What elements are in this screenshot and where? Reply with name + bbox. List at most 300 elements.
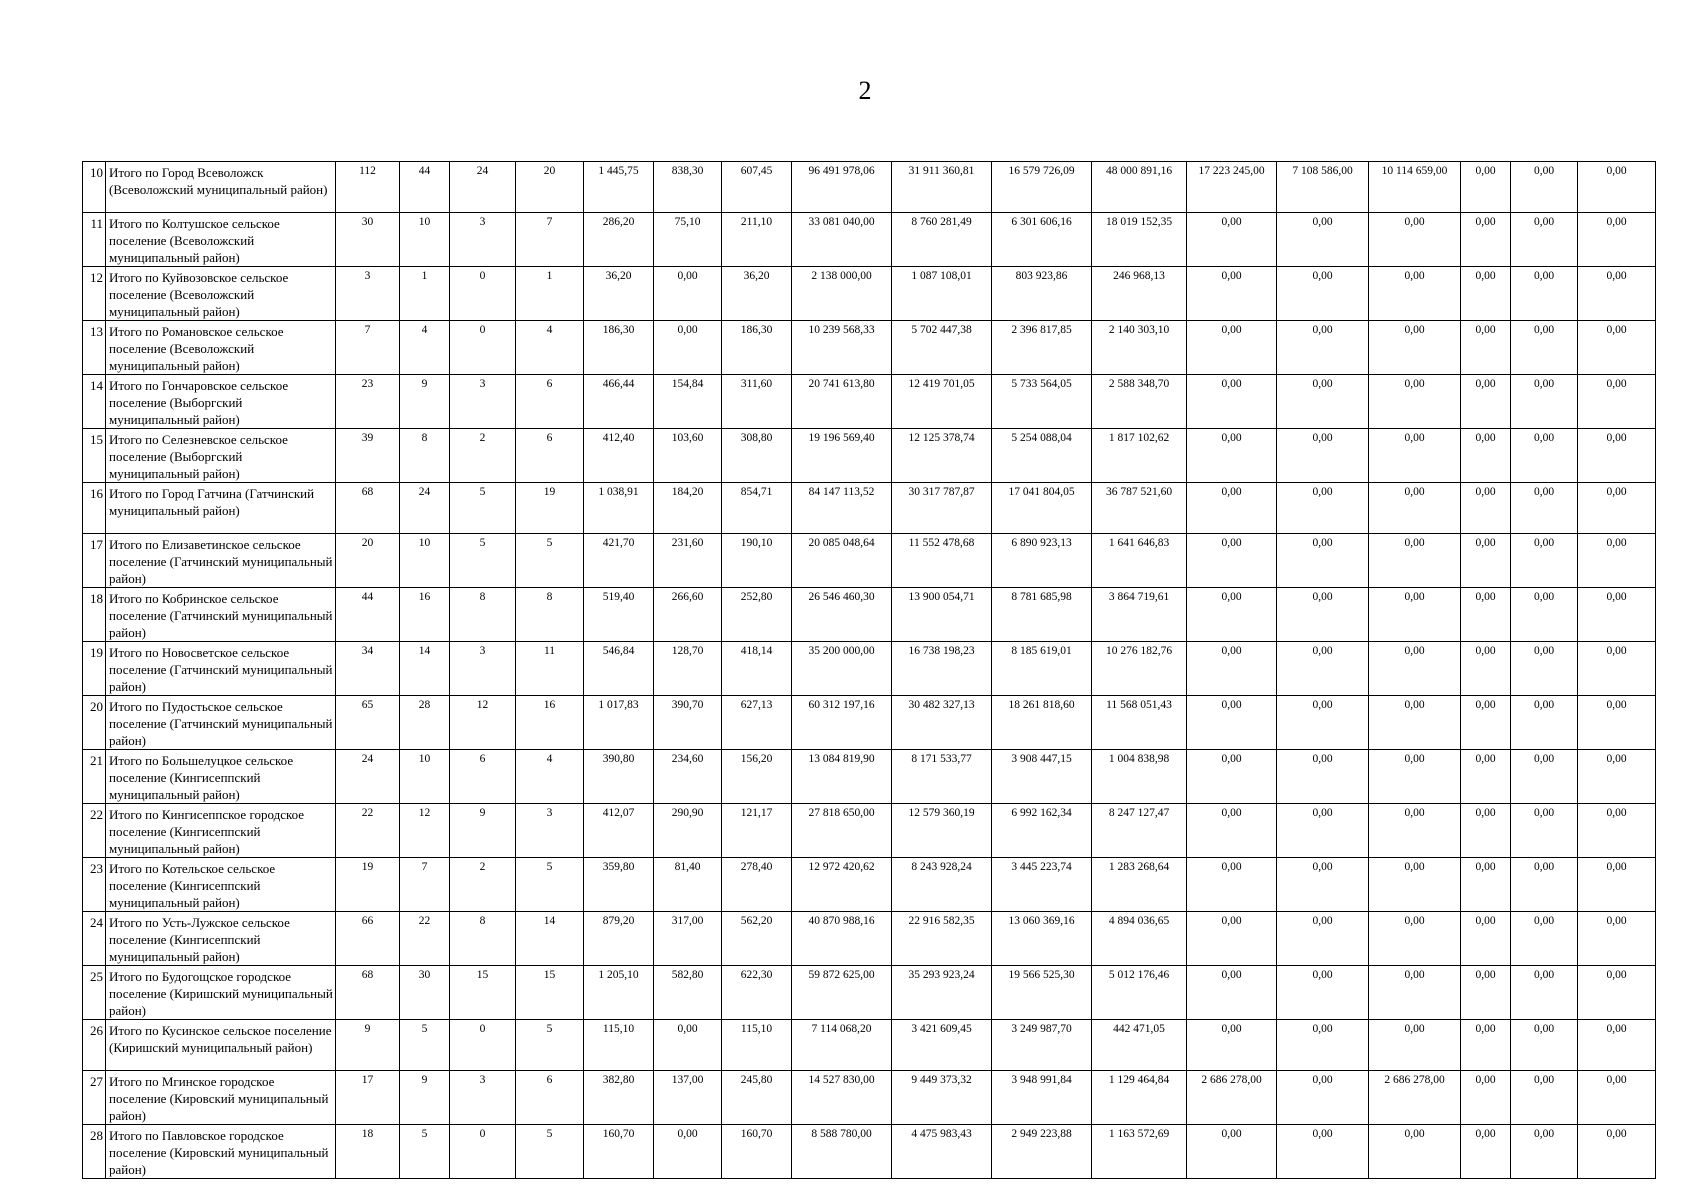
table-cell: 11 bbox=[516, 642, 584, 696]
table-cell: 0,00 bbox=[1277, 429, 1369, 483]
table-cell: 0,00 bbox=[1369, 912, 1461, 966]
table-cell: 0,00 bbox=[1578, 1071, 1656, 1125]
table-cell: 15 bbox=[516, 966, 584, 1020]
table-cell: 0,00 bbox=[1511, 1125, 1578, 1179]
table-cell: 2 588 348,70 bbox=[1092, 375, 1187, 429]
table-cell: 879,20 bbox=[584, 912, 654, 966]
table-cell: 66 bbox=[336, 912, 400, 966]
table-cell: 27 818 650,00 bbox=[792, 804, 892, 858]
table-cell: 10 bbox=[400, 534, 450, 588]
table-cell: 0,00 bbox=[1277, 213, 1369, 267]
table-cell: 0,00 bbox=[654, 1020, 722, 1071]
table-cell: 128,70 bbox=[654, 642, 722, 696]
table-cell: 0,00 bbox=[1511, 750, 1578, 804]
table-cell: 412,07 bbox=[584, 804, 654, 858]
table-cell: 3 948 991,84 bbox=[992, 1071, 1092, 1125]
table-cell: 0,00 bbox=[1578, 213, 1656, 267]
table-cell: 30 bbox=[336, 213, 400, 267]
table-cell: 0,00 bbox=[1277, 912, 1369, 966]
table-cell: 121,17 bbox=[722, 804, 792, 858]
table-cell: 382,80 bbox=[584, 1071, 654, 1125]
table-cell: 12 bbox=[450, 696, 516, 750]
table-cell: 3 908 447,15 bbox=[992, 750, 1092, 804]
table-cell: 0,00 bbox=[1578, 1125, 1656, 1179]
table-cell: 0,00 bbox=[1511, 912, 1578, 966]
table-cell: 137,00 bbox=[654, 1071, 722, 1125]
table-cell: 0,00 bbox=[1369, 321, 1461, 375]
table-cell: 0,00 bbox=[1578, 429, 1656, 483]
table-cell: 0,00 bbox=[1578, 696, 1656, 750]
table-cell: 0 bbox=[450, 267, 516, 321]
table-cell: 0,00 bbox=[1511, 588, 1578, 642]
table-cell: 3 bbox=[450, 375, 516, 429]
row-name: Итого по Новосветское сельское поселение (Гатчинский муниципальный район) bbox=[106, 642, 336, 696]
table-cell: 16 bbox=[516, 696, 584, 750]
table-cell: 0,00 bbox=[1578, 375, 1656, 429]
table-cell: 0,00 bbox=[1511, 1020, 1578, 1071]
table-cell: 308,80 bbox=[722, 429, 792, 483]
row-number: 25 bbox=[83, 966, 106, 1020]
table-cell: 39 bbox=[336, 429, 400, 483]
table-cell: 2 949 223,88 bbox=[992, 1125, 1092, 1179]
table-cell: 115,10 bbox=[584, 1020, 654, 1071]
row-name: Итого по Кобринское сельское поселение (Гатчинский муниципальный район) bbox=[106, 588, 336, 642]
table-cell: 34 bbox=[336, 642, 400, 696]
table-cell: 0,00 bbox=[1277, 375, 1369, 429]
row-name: Итого по Романовское сельское поселение (Всеволожский муниципальный район) bbox=[106, 321, 336, 375]
table-cell: 5 254 088,04 bbox=[992, 429, 1092, 483]
table-cell: 8 247 127,47 bbox=[1092, 804, 1187, 858]
table-row bbox=[83, 858, 1656, 912]
table-cell: 17 bbox=[336, 1071, 400, 1125]
table-cell: 3 bbox=[450, 213, 516, 267]
table-cell: 286,20 bbox=[584, 213, 654, 267]
table-cell: 3 864 719,61 bbox=[1092, 588, 1187, 642]
table-cell: 16 738 198,23 bbox=[892, 642, 992, 696]
table-cell: 246 968,13 bbox=[1092, 267, 1187, 321]
table-cell: 13 060 369,16 bbox=[992, 912, 1092, 966]
row-number: 11 bbox=[83, 213, 106, 267]
table-cell: 5 733 564,05 bbox=[992, 375, 1092, 429]
table-cell: 3 bbox=[516, 804, 584, 858]
table-cell: 186,30 bbox=[584, 321, 654, 375]
table-cell: 7 114 068,20 bbox=[792, 1020, 892, 1071]
table-row bbox=[83, 321, 1656, 375]
table-cell: 0,00 bbox=[1187, 213, 1277, 267]
row-name: Итого по Гончаровское сельское поселение (Выборгский муниципальный район) bbox=[106, 375, 336, 429]
table-cell: 0,00 bbox=[1461, 534, 1511, 588]
table-cell: 3 445 223,74 bbox=[992, 858, 1092, 912]
table-cell: 0,00 bbox=[1461, 912, 1511, 966]
table-cell: 2 138 000,00 bbox=[792, 267, 892, 321]
table-cell: 0,00 bbox=[1277, 858, 1369, 912]
table-cell: 0,00 bbox=[1578, 804, 1656, 858]
table-cell: 0,00 bbox=[1511, 966, 1578, 1020]
table-cell: 48 000 891,16 bbox=[1092, 162, 1187, 213]
row-number: 12 bbox=[83, 267, 106, 321]
table-cell: 35 200 000,00 bbox=[792, 642, 892, 696]
table-cell: 0,00 bbox=[1277, 696, 1369, 750]
table-cell: 0,00 bbox=[1369, 966, 1461, 1020]
table-cell: 103,60 bbox=[654, 429, 722, 483]
table-cell: 0,00 bbox=[1578, 750, 1656, 804]
table-cell: 0,00 bbox=[1277, 483, 1369, 534]
table-cell: 1 445,75 bbox=[584, 162, 654, 213]
row-name: Итого по Мгинское городское поселение (Кировский муниципальный район) bbox=[106, 1071, 336, 1125]
table-row bbox=[83, 966, 1656, 1020]
table-cell: 0,00 bbox=[1277, 1125, 1369, 1179]
table-cell: 0 bbox=[450, 321, 516, 375]
table-cell: 12 579 360,19 bbox=[892, 804, 992, 858]
table-cell: 23 bbox=[336, 375, 400, 429]
row-number: 17 bbox=[83, 534, 106, 588]
row-number: 28 bbox=[83, 1125, 106, 1179]
table-cell: 30 bbox=[400, 966, 450, 1020]
table-cell: 0,00 bbox=[1187, 588, 1277, 642]
table-cell: 0,00 bbox=[1578, 588, 1656, 642]
table-row bbox=[83, 162, 1656, 213]
table-cell: 0,00 bbox=[1277, 804, 1369, 858]
table-cell: 6 992 162,34 bbox=[992, 804, 1092, 858]
table-cell: 5 bbox=[400, 1125, 450, 1179]
table-cell: 1 283 268,64 bbox=[1092, 858, 1187, 912]
table-cell: 8 588 780,00 bbox=[792, 1125, 892, 1179]
table-cell: 12 419 701,05 bbox=[892, 375, 992, 429]
table-cell: 31 911 360,81 bbox=[892, 162, 992, 213]
table-cell: 59 872 625,00 bbox=[792, 966, 892, 1020]
table-cell: 0,00 bbox=[1277, 321, 1369, 375]
table-cell: 11 568 051,43 bbox=[1092, 696, 1187, 750]
table-cell: 0,00 bbox=[1369, 534, 1461, 588]
table-cell: 1 bbox=[400, 267, 450, 321]
table-cell: 20 085 048,64 bbox=[792, 534, 892, 588]
table-cell: 160,70 bbox=[722, 1125, 792, 1179]
table-cell: 8 781 685,98 bbox=[992, 588, 1092, 642]
table-cell: 20 bbox=[336, 534, 400, 588]
table-cell: 0,00 bbox=[1277, 1071, 1369, 1125]
table-cell: 838,30 bbox=[654, 162, 722, 213]
table-cell: 627,13 bbox=[722, 696, 792, 750]
row-name: Итого по Город Всеволожск (Всеволожский муниципальный район) bbox=[106, 162, 336, 213]
table-cell: 5 bbox=[400, 1020, 450, 1071]
table-cell: 24 bbox=[336, 750, 400, 804]
table-cell: 0,00 bbox=[1461, 1125, 1511, 1179]
table-cell: 466,44 bbox=[584, 375, 654, 429]
table-cell: 3 421 609,45 bbox=[892, 1020, 992, 1071]
table-cell: 4 bbox=[516, 321, 584, 375]
table-cell: 359,80 bbox=[584, 858, 654, 912]
table-cell: 10 276 182,76 bbox=[1092, 642, 1187, 696]
table-cell: 211,10 bbox=[722, 213, 792, 267]
table-cell: 24 bbox=[450, 162, 516, 213]
table-cell: 12 125 378,74 bbox=[892, 429, 992, 483]
row-number: 14 bbox=[83, 375, 106, 429]
table-cell: 5 bbox=[516, 1020, 584, 1071]
table-cell: 0,00 bbox=[1187, 750, 1277, 804]
table-cell: 622,30 bbox=[722, 966, 792, 1020]
table-row bbox=[83, 642, 1656, 696]
table-cell: 0,00 bbox=[1187, 858, 1277, 912]
table-cell: 0,00 bbox=[1187, 696, 1277, 750]
table-cell: 1 205,10 bbox=[584, 966, 654, 1020]
table-cell: 0,00 bbox=[1511, 804, 1578, 858]
table-cell: 8 bbox=[400, 429, 450, 483]
table-cell: 442 471,05 bbox=[1092, 1020, 1187, 1071]
table-cell: 40 870 988,16 bbox=[792, 912, 892, 966]
table-cell: 1 641 646,83 bbox=[1092, 534, 1187, 588]
table-cell: 0,00 bbox=[1511, 534, 1578, 588]
table-cell: 24 bbox=[400, 483, 450, 534]
table-cell: 28 bbox=[400, 696, 450, 750]
table-cell: 0,00 bbox=[1511, 1071, 1578, 1125]
table-cell: 0,00 bbox=[1187, 375, 1277, 429]
row-name: Итого по Пудостьское сельское поселение (Гатчинский муниципальный район) bbox=[106, 696, 336, 750]
table-cell: 19 566 525,30 bbox=[992, 966, 1092, 1020]
table-cell: 13 900 054,71 bbox=[892, 588, 992, 642]
table-cell: 0,00 bbox=[1277, 267, 1369, 321]
table-cell: 68 bbox=[336, 483, 400, 534]
table-cell: 81,40 bbox=[654, 858, 722, 912]
row-number: 15 bbox=[83, 429, 106, 483]
table-cell: 546,84 bbox=[584, 642, 654, 696]
table-cell: 0,00 bbox=[1461, 588, 1511, 642]
table-cell: 7 bbox=[336, 321, 400, 375]
table-cell: 0,00 bbox=[1369, 858, 1461, 912]
table-cell: 0,00 bbox=[1277, 588, 1369, 642]
table-cell: 0,00 bbox=[1277, 642, 1369, 696]
table-cell: 7 108 586,00 bbox=[1277, 162, 1369, 213]
table-cell: 8 760 281,49 bbox=[892, 213, 992, 267]
table-row bbox=[83, 1020, 1656, 1071]
table-cell: 311,60 bbox=[722, 375, 792, 429]
table-cell: 2 686 278,00 bbox=[1369, 1071, 1461, 1125]
table-cell: 9 bbox=[400, 1071, 450, 1125]
table-cell: 0,00 bbox=[1277, 1020, 1369, 1071]
table-cell: 266,60 bbox=[654, 588, 722, 642]
row-name: Итого по Елизаветинское сельское поселение (Гатчинский муниципальный район) bbox=[106, 534, 336, 588]
table-cell: 412,40 bbox=[584, 429, 654, 483]
table-cell: 36,20 bbox=[722, 267, 792, 321]
table-cell: 0,00 bbox=[1369, 1125, 1461, 1179]
row-number: 19 bbox=[83, 642, 106, 696]
row-name: Итого по Павловское городское поселение (Кировский муниципальный район) bbox=[106, 1125, 336, 1179]
table-cell: 2 bbox=[450, 429, 516, 483]
table-row bbox=[83, 375, 1656, 429]
table-cell: 0,00 bbox=[1461, 429, 1511, 483]
table-cell: 6 bbox=[516, 375, 584, 429]
row-number: 21 bbox=[83, 750, 106, 804]
table-cell: 3 249 987,70 bbox=[992, 1020, 1092, 1071]
table-cell: 0,00 bbox=[1511, 429, 1578, 483]
table-row bbox=[83, 429, 1656, 483]
table-cell: 5 bbox=[516, 858, 584, 912]
row-number: 18 bbox=[83, 588, 106, 642]
table-cell: 0,00 bbox=[1461, 1071, 1511, 1125]
table-cell: 84 147 113,52 bbox=[792, 483, 892, 534]
row-number: 27 bbox=[83, 1071, 106, 1125]
table-cell: 186,30 bbox=[722, 321, 792, 375]
table-row bbox=[83, 696, 1656, 750]
table-cell: 5 bbox=[450, 483, 516, 534]
table-cell: 0,00 bbox=[1187, 912, 1277, 966]
table-cell: 2 396 817,85 bbox=[992, 321, 1092, 375]
table-cell: 156,20 bbox=[722, 750, 792, 804]
table-cell: 0,00 bbox=[1461, 321, 1511, 375]
table-cell: 0,00 bbox=[1511, 642, 1578, 696]
table-cell: 33 081 040,00 bbox=[792, 213, 892, 267]
table-cell: 4 894 036,65 bbox=[1092, 912, 1187, 966]
table-cell: 14 bbox=[516, 912, 584, 966]
table-cell: 18 019 152,35 bbox=[1092, 213, 1187, 267]
table-cell: 0,00 bbox=[1578, 858, 1656, 912]
table-cell: 0,00 bbox=[1187, 1125, 1277, 1179]
table-cell: 20 bbox=[516, 162, 584, 213]
table-cell: 6 890 923,13 bbox=[992, 534, 1092, 588]
table-cell: 0,00 bbox=[1511, 483, 1578, 534]
row-name: Итого по Колтушское сельское поселение (Всеволожский муниципальный район) bbox=[106, 213, 336, 267]
table-row bbox=[83, 588, 1656, 642]
table-cell: 1 129 464,84 bbox=[1092, 1071, 1187, 1125]
table-cell: 3 bbox=[450, 1071, 516, 1125]
table-cell: 9 bbox=[400, 375, 450, 429]
table-cell: 6 bbox=[516, 429, 584, 483]
table-cell: 0,00 bbox=[1187, 804, 1277, 858]
table-cell: 20 741 613,80 bbox=[792, 375, 892, 429]
table-cell: 0,00 bbox=[1511, 858, 1578, 912]
table-row bbox=[83, 534, 1656, 588]
table-cell: 11 552 478,68 bbox=[892, 534, 992, 588]
table-cell: 0,00 bbox=[1578, 966, 1656, 1020]
table-cell: 562,20 bbox=[722, 912, 792, 966]
table-cell: 5 012 176,46 bbox=[1092, 966, 1187, 1020]
table-cell: 22 916 582,35 bbox=[892, 912, 992, 966]
table-cell: 0,00 bbox=[1461, 1020, 1511, 1071]
row-name: Итого по Кингисеппское городское поселение (Кингисеппский муниципальный район) bbox=[106, 804, 336, 858]
table-cell: 15 bbox=[450, 966, 516, 1020]
table-cell: 9 bbox=[450, 804, 516, 858]
table-cell: 1 038,91 bbox=[584, 483, 654, 534]
table-cell: 36 787 521,60 bbox=[1092, 483, 1187, 534]
table-cell: 0,00 bbox=[654, 1125, 722, 1179]
table-cell: 231,60 bbox=[654, 534, 722, 588]
table-cell: 0,00 bbox=[1369, 696, 1461, 750]
row-number: 26 bbox=[83, 1020, 106, 1071]
table-cell: 0,00 bbox=[1578, 162, 1656, 213]
table-cell: 0,00 bbox=[1511, 375, 1578, 429]
table-cell: 112 bbox=[336, 162, 400, 213]
table-cell: 30 482 327,13 bbox=[892, 696, 992, 750]
table-cell: 12 972 420,62 bbox=[792, 858, 892, 912]
table-cell: 0,00 bbox=[654, 321, 722, 375]
table-cell: 22 bbox=[336, 804, 400, 858]
table-cell: 0,00 bbox=[1369, 642, 1461, 696]
table-cell: 0,00 bbox=[1187, 642, 1277, 696]
table-cell: 245,80 bbox=[722, 1071, 792, 1125]
table-cell: 0,00 bbox=[1511, 267, 1578, 321]
table-cell: 115,10 bbox=[722, 1020, 792, 1071]
table-cell: 0,00 bbox=[1369, 588, 1461, 642]
table-cell: 60 312 197,16 bbox=[792, 696, 892, 750]
table-cell: 2 140 303,10 bbox=[1092, 321, 1187, 375]
table-cell: 8 bbox=[450, 588, 516, 642]
table-cell: 17 223 245,00 bbox=[1187, 162, 1277, 213]
table-cell: 421,70 bbox=[584, 534, 654, 588]
table-cell: 0,00 bbox=[1578, 912, 1656, 966]
table-cell: 184,20 bbox=[654, 483, 722, 534]
table-cell: 0,00 bbox=[1461, 858, 1511, 912]
table-cell: 0,00 bbox=[1187, 1020, 1277, 1071]
table-cell: 4 bbox=[400, 321, 450, 375]
table-cell: 0,00 bbox=[1578, 267, 1656, 321]
table-cell: 0,00 bbox=[1461, 750, 1511, 804]
table-cell: 0,00 bbox=[1578, 483, 1656, 534]
row-number: 16 bbox=[83, 483, 106, 534]
table-cell: 8 171 533,77 bbox=[892, 750, 992, 804]
table-cell: 5 702 447,38 bbox=[892, 321, 992, 375]
table-cell: 1 004 838,98 bbox=[1092, 750, 1187, 804]
table-cell: 390,70 bbox=[654, 696, 722, 750]
table-cell: 1 017,83 bbox=[584, 696, 654, 750]
row-name: Итого по Будогощское городское поселение (Киришский муниципальный район) bbox=[106, 966, 336, 1020]
table-cell: 10 bbox=[400, 213, 450, 267]
summary-table bbox=[82, 161, 1656, 1179]
table-cell: 17 041 804,05 bbox=[992, 483, 1092, 534]
row-number: 22 bbox=[83, 804, 106, 858]
table-cell: 1 163 572,69 bbox=[1092, 1125, 1187, 1179]
table-cell: 0,00 bbox=[1187, 321, 1277, 375]
table-cell: 4 475 983,43 bbox=[892, 1125, 992, 1179]
table-cell: 317,00 bbox=[654, 912, 722, 966]
table-row bbox=[83, 1125, 1656, 1179]
table-cell: 5 bbox=[450, 534, 516, 588]
row-number: 20 bbox=[83, 696, 106, 750]
table-cell: 65 bbox=[336, 696, 400, 750]
table-cell: 607,45 bbox=[722, 162, 792, 213]
table-cell: 0,00 bbox=[1511, 696, 1578, 750]
table-cell: 26 546 460,30 bbox=[792, 588, 892, 642]
table-cell: 1 bbox=[516, 267, 584, 321]
table-cell: 6 301 606,16 bbox=[992, 213, 1092, 267]
table-cell: 18 261 818,60 bbox=[992, 696, 1092, 750]
row-number: 23 bbox=[83, 858, 106, 912]
table-row bbox=[83, 750, 1656, 804]
table-cell: 418,14 bbox=[722, 642, 792, 696]
table-cell: 0,00 bbox=[1369, 375, 1461, 429]
table-cell: 0,00 bbox=[1187, 534, 1277, 588]
table-cell: 2 bbox=[450, 858, 516, 912]
table-cell: 9 bbox=[336, 1020, 400, 1071]
table-row bbox=[83, 1071, 1656, 1125]
table-cell: 0,00 bbox=[1277, 750, 1369, 804]
table-cell: 0,00 bbox=[1187, 267, 1277, 321]
table-cell: 290,90 bbox=[654, 804, 722, 858]
table-row bbox=[83, 912, 1656, 966]
table-cell: 0,00 bbox=[1369, 483, 1461, 534]
table-row bbox=[83, 804, 1656, 858]
table-cell: 0,00 bbox=[1461, 642, 1511, 696]
table-cell: 36,20 bbox=[584, 267, 654, 321]
table-cell: 3 bbox=[336, 267, 400, 321]
table-cell: 252,80 bbox=[722, 588, 792, 642]
table-cell: 10 bbox=[400, 750, 450, 804]
table-cell: 75,10 bbox=[654, 213, 722, 267]
table-cell: 160,70 bbox=[584, 1125, 654, 1179]
table-cell: 9 449 373,32 bbox=[892, 1071, 992, 1125]
table-cell: 0,00 bbox=[1511, 213, 1578, 267]
table-cell: 0,00 bbox=[1511, 321, 1578, 375]
table-cell: 1 817 102,62 bbox=[1092, 429, 1187, 483]
table-cell: 44 bbox=[336, 588, 400, 642]
